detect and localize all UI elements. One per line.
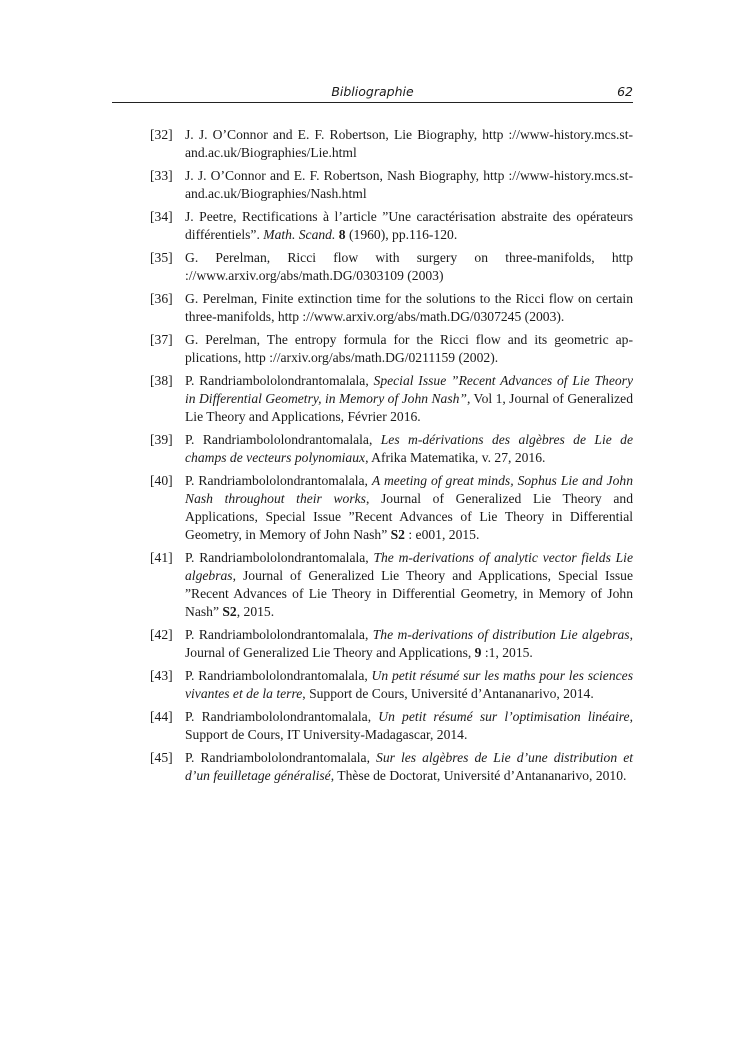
reference-text [185, 708, 633, 744]
reference-text [185, 167, 633, 203]
reference-segment: , Support de Cours, IT University-Madagascar, 2014. [185, 709, 633, 742]
reference-item [150, 431, 633, 467]
reference-text [185, 667, 633, 703]
reference-title: Un petit résumé sur les maths pour les sciences vivantes et de la terre [185, 668, 633, 701]
reference-number: [43] [150, 668, 173, 683]
reference-number: [42] [150, 627, 173, 642]
bibliography-list [150, 126, 633, 790]
reference-segment: G. Perelman, Finite extinction time for the solutions to the Ricci flow on certain three-manifolds, http ://www.arxiv.org/abs/math.DG/0307245 (2003). [185, 291, 633, 324]
reference-item [150, 549, 633, 621]
reference-text [185, 626, 633, 662]
reference-item [150, 167, 633, 203]
reference-number: [35] [150, 250, 173, 265]
reference-title: The m-derivations of distribution Lie algebras [372, 627, 630, 642]
reference-text [185, 372, 633, 426]
reference-title: Les m-dérivations des algèbres de Lie de champs de vecteurs polynomiaux [185, 432, 633, 465]
reference-segment: P. Randriambololondrantomalala, [185, 627, 373, 642]
reference-title: Sur les algèbres de Lie d’une distribution et d’un feuilletage généralisé [185, 750, 633, 783]
reference-item [150, 208, 633, 244]
reference-segment: P. Randriambololondrantomalala, [185, 750, 377, 765]
reference-segment: G. Perelman, Ricci flow with surgery on three-manifolds, http ://www.arxiv.org/abs/math.DG/0303109 (2003) [185, 250, 633, 283]
reference-segment: , Thèse de Doctorat, Université d’Antananarivo, 2010. [330, 768, 627, 783]
reference-text [185, 549, 633, 621]
reference-volume: 8 [338, 227, 346, 242]
reference-text [185, 208, 633, 244]
reference-segment: J. J. O’Connor and E. F. Robertson, Lie Biography, http ://www-history.mcs.st-and.ac.uk/Biographies/Lie.html [185, 127, 633, 160]
reference-segment: (1960), pp.116-120. [345, 227, 458, 242]
reference-item [150, 749, 633, 785]
reference-number: [34] [150, 209, 173, 224]
reference-item [150, 667, 633, 703]
reference-segment: J. J. O’Connor and E. F. Robertson, Nash Biography, http ://www-history.mcs.st-and.ac.uk/Biographies/Nash.html [185, 168, 633, 201]
reference-title: Special Issue ”Recent Advances of Lie Theory in Differential Geometry, in Memory of John Nash” [185, 373, 633, 406]
reference-segment: P. Randriambololondrantomalala, [185, 473, 372, 488]
reference-item [150, 249, 633, 285]
reference-segment: :1, 2015. [481, 645, 533, 660]
reference-segment: , Support de Cours, Université d’Antananarivo, 2014. [302, 686, 594, 701]
reference-segment: P. Randriambololondrantomalala, [185, 432, 381, 447]
reference-title: The m-derivations of analytic vector fields Lie algebras [185, 550, 633, 583]
reference-title: Un petit résumé sur l’optimisation linéaire [378, 709, 630, 724]
reference-item [150, 290, 633, 326]
reference-item [150, 626, 633, 662]
reference-number: [39] [150, 432, 173, 447]
reference-item [150, 331, 633, 367]
reference-title: A meeting of great minds, Sophus Lie and John Nash throughout their works [185, 473, 633, 506]
reference-text [185, 472, 633, 544]
running-header-title: Bibliographie [331, 84, 414, 99]
reference-segment: P. Randriambololondrantomalala, [185, 550, 374, 565]
reference-text [185, 290, 633, 326]
reference-number: [40] [150, 473, 173, 488]
reference-title: Math. Scand. [263, 227, 336, 242]
reference-text [185, 431, 633, 467]
reference-text [185, 126, 633, 162]
reference-segment: , 2015. [236, 604, 275, 619]
reference-segment: G. Perelman, The entropy formula for the Ricci flow and its geometric applications, http ://arxiv.org/abs/math.DG/0211159 (2002). [185, 332, 633, 365]
page-number: 62 [617, 84, 633, 99]
reference-number: [45] [150, 750, 173, 765]
reference-item [150, 126, 633, 162]
reference-item [150, 372, 633, 426]
reference-text [185, 749, 633, 785]
reference-segment: , Journal of Generalized Lie Theory and Applications, [185, 627, 633, 660]
running-header [112, 82, 633, 103]
reference-segment: , Vol 1, Journal of Generalized Lie Theory and Applications, Février 2016. [185, 391, 633, 424]
reference-volume: 9 [474, 645, 482, 660]
reference-text [185, 249, 633, 285]
reference-item [150, 708, 633, 744]
reference-number: [44] [150, 709, 173, 724]
reference-segment: P. Randriambololondrantomalala, [185, 373, 374, 388]
reference-number: [41] [150, 550, 173, 565]
reference-number: [38] [150, 373, 173, 388]
reference-number: [32] [150, 127, 173, 142]
reference-segment: , Journal of Generalized Lie Theory and Applications, Special Issue ”Recent Advances of Lie Theory in Differential Geometry, in Memory of John Nash” [185, 568, 633, 619]
reference-number: [37] [150, 332, 173, 347]
reference-segment: J. Peetre, Rectifications à l’article ”Une caractérisation abstraite des opérateurs différentiels”. [185, 209, 633, 242]
reference-segment: , Journal of Generalized Lie Theory and Applications, Special Issue ”Recent Advances of Lie Theory in Differential Geometry, in Memory of John Nash” [185, 491, 633, 542]
reference-volume: S2 [390, 527, 405, 542]
reference-segment: : e001, 2015. [404, 527, 480, 542]
reference-segment: P. Randriambololondrantomalala, [185, 709, 379, 724]
reference-number: [33] [150, 168, 173, 183]
reference-number: [36] [150, 291, 173, 306]
reference-volume: S2 [222, 604, 237, 619]
reference-text [185, 331, 633, 367]
reference-segment: , Afrika Matematika, v. 27, 2016. [365, 450, 546, 465]
reference-segment: P. Randriambololondrantomalala, [185, 668, 372, 683]
reference-item [150, 472, 633, 544]
